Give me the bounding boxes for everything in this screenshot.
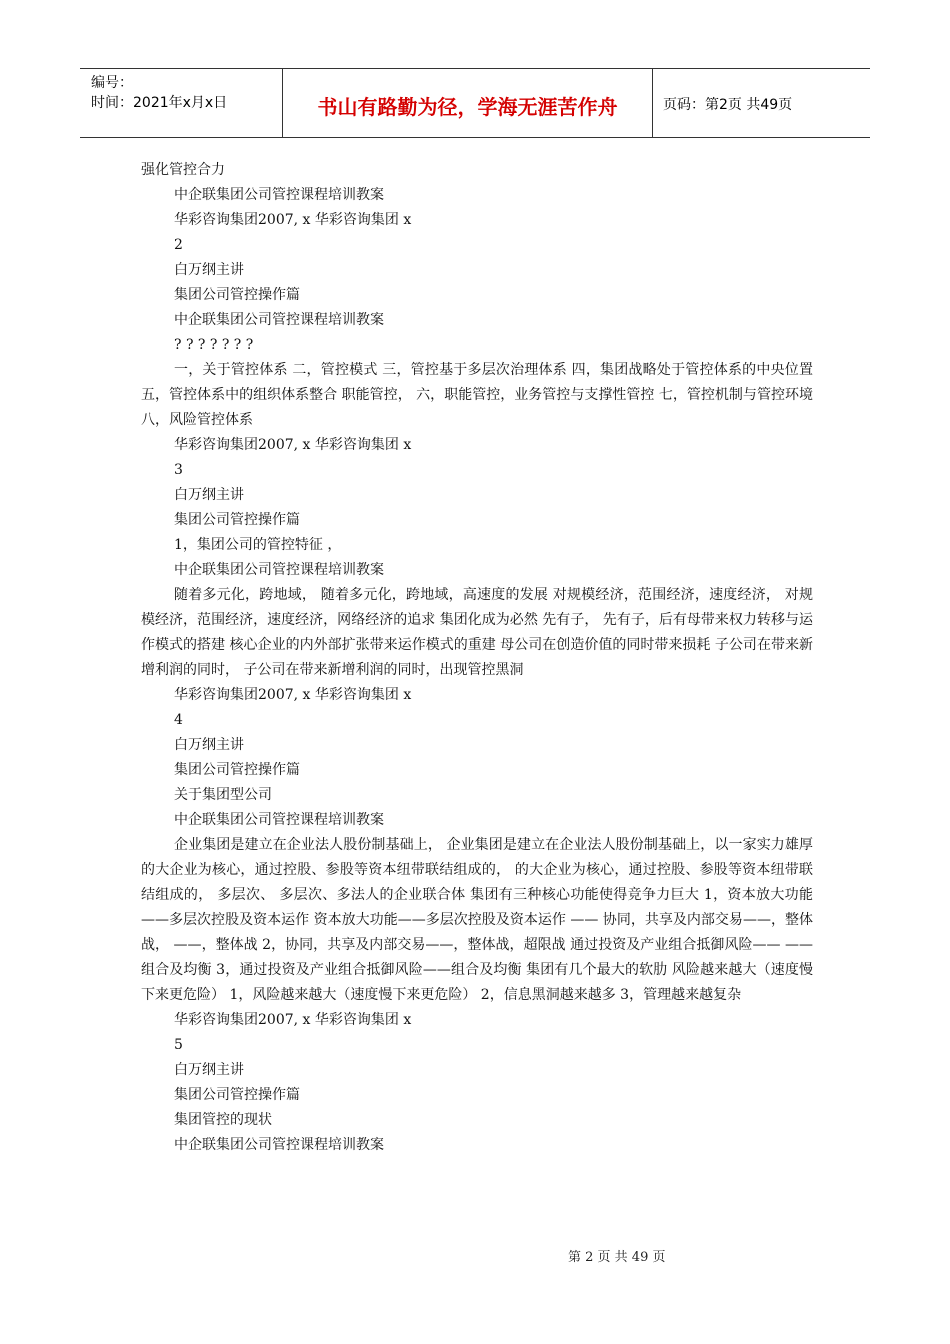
paragraph: 华彩咨询集团2007, x 华彩咨询集团 x [174, 437, 412, 453]
paragraph: 中企联集团公司管控课程培训教案 [174, 812, 384, 828]
paragraph: 关于集团型公司 [174, 787, 272, 803]
paragraph: 集团公司管控操作篇 [174, 287, 300, 303]
document-body [141, 158, 813, 1158]
paragraph: 白万纲主讲 [174, 487, 244, 503]
paragraph: 企业集团是建立在企业法人股份制基础上， 企业集团是建立在企业法人股份制基础上，以一家实力雄厚 的大企业为核心，通过控股、参股等资本纽带联结组成的， 的大企业为核心，通过控股、参股等资本纽带联结组成的， 多层次、 多层次、多法人的企业联合体 集团有三种核心功能使得竞争力巨大 1，资本放大功能——多层次控股及资本运作 资本放大功能——多层次控股及资本运作 —— 协同，共享及内部交易——，整体战， ——，整体战 2，协同，共享及内部交易——，整体战，超限战 通过投资及产业组合抵御风险—— ——组合及均衡 3，通过投资及产业组合抵御风险——组合及均衡 集团有几个最大的软肋 风险越来越大（速度慢下来更危险） 1，风险越来越大（速度慢下来更危险） 2，信息黑洞越来越多 3，管理越来越复杂 [141, 837, 813, 1003]
paragraph: 1，集团公司的管控特征 ， [174, 537, 342, 553]
paragraph: 一，关于管控体系 二，管控模式 三，管控基于多层次治理体系 四，集团战略处于管控体系的中央位置 五，管控体系中的组织体系整合 职能管控， 六，职能管控，业务管控与支撑性管控 七，管控机制与管控环境 八，风险管控体系 [141, 362, 813, 428]
paragraph: 中企联集团公司管控课程培训教案 [174, 187, 384, 203]
paragraph: 4 [174, 712, 183, 728]
page-header [80, 68, 870, 138]
paragraph: 集团公司管控操作篇 [174, 762, 300, 778]
paragraph: 白万纲主讲 [174, 737, 244, 753]
paragraph: 集团公司管控操作篇 [174, 1087, 300, 1103]
paragraph: 中企联集团公司管控课程培训教案 [174, 312, 384, 328]
paragraph: 华彩咨询集团2007, x 华彩咨询集团 x [174, 687, 412, 703]
paragraph: 随着多元化，跨地域， 随着多元化，跨地域，高速度的发展 对规模经济，范围经济，速度经济， 对规模经济，范围经济，速度经济，网络经济的追求 集团化成为必然 先有子， 先有子，后有母带来权力转移与运作模式的搭建 核心企业的内外部扩张带来运作模式的重建 母公司在创造价值的同时带来损耗 子公司在带来新增利润的同时， 子公司在带来新增利润的同时，出现管控黑洞 [141, 587, 813, 678]
paragraph: 华彩咨询集团2007, x 华彩咨询集团 x [174, 212, 412, 228]
header-meta [80, 69, 283, 137]
paragraph: 强化管控合力 [141, 162, 225, 178]
paragraph: 白万纲主讲 [174, 1062, 244, 1078]
paragraph: ? ? ? ? ? ? ? [174, 337, 254, 353]
paragraph: 华彩咨询集团2007, x 华彩咨询集团 x [174, 1012, 412, 1028]
document-time-label: 时间：2021年x月x日 [91, 95, 228, 111]
paragraph: 白万纲主讲 [174, 262, 244, 278]
paragraph: 集团管控的现状 [174, 1112, 272, 1128]
paragraph: 5 [174, 1037, 183, 1053]
header-page-label: 页码：第2页 共49页 [663, 97, 793, 113]
paragraph: 3 [174, 462, 183, 478]
page-footer: 第 2 页 共 49 页 [568, 1250, 666, 1265]
header-motto: 书山有路勤为径，学海无涯苦作舟 [283, 69, 653, 137]
paragraph: 集团公司管控操作篇 [174, 512, 300, 528]
paragraph: 中企联集团公司管控课程培训教案 [174, 1137, 384, 1153]
paragraph: 中企联集团公司管控课程培训教案 [174, 562, 384, 578]
document-number-label: 编号： [91, 75, 133, 91]
paragraph: 2 [174, 237, 183, 253]
